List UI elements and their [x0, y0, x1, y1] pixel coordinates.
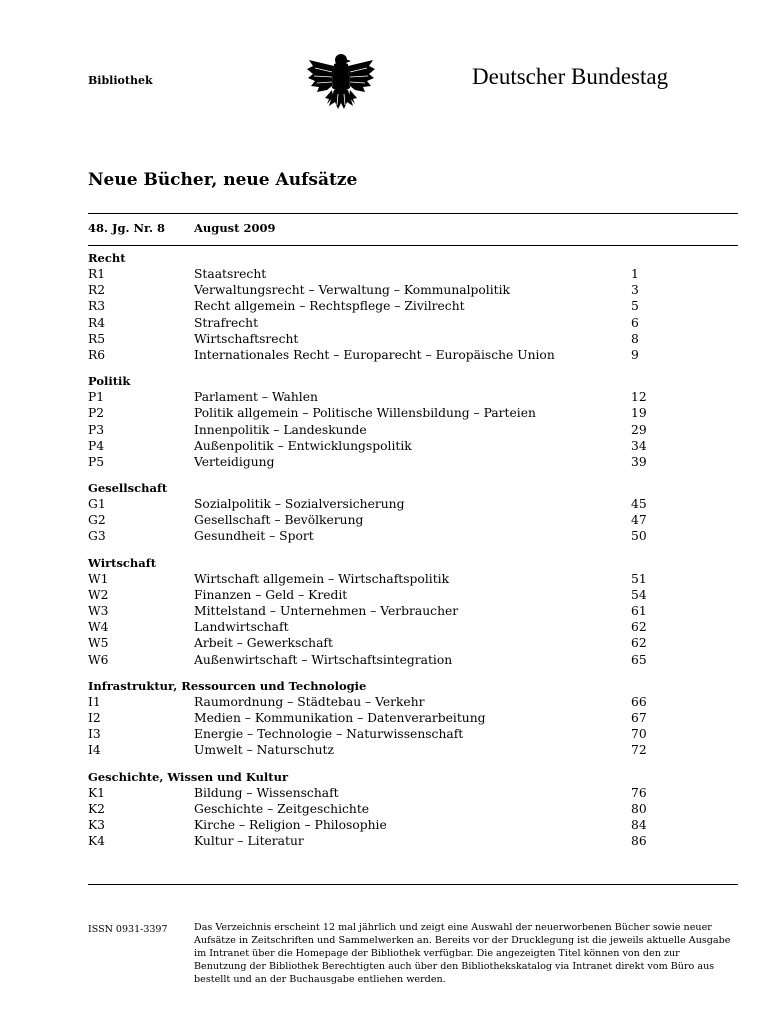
toc-label: Medien – Kommunikation – Datenverarbeitung	[194, 710, 486, 725]
toc-code: G2	[88, 513, 106, 528]
publication-note: Das Verzeichnis erscheint 12 mal jährlich und zeigt eine Auswahl der neuerworbenen Bücher sowie neuer Aufsätze in Zeitschriften und Sammelwerken an. Bereits vor der Drucklegung ist die jeweils aktuelle Ausgabe im Intranet über die Homepage der Bibliothek verfügbar. Die angezeigten Titel können von den zur Benutzung der Bibliothek Berechtigten auch über den Bibliothekskatalog via Intranet direkt vom Büro aus bestellt und an der Buchausgabe entliehen werden.	[194, 922, 731, 985]
section-heading: Gesellschaft	[88, 481, 168, 496]
divider-issue	[88, 245, 738, 246]
toc-row	[88, 528, 738, 544]
toc-label: Bildung – Wissenschaft	[194, 785, 339, 800]
toc-code: K3	[88, 817, 106, 832]
toc-label: Kirche – Religion – Philosophie	[194, 817, 387, 832]
toc-label: Internationales Recht – Europarecht – Europäische Union	[194, 347, 555, 362]
toc-code: R2	[88, 283, 106, 298]
toc-code: P1	[88, 390, 105, 405]
toc-label: Strafrecht	[194, 315, 259, 330]
toc-code: R4	[88, 315, 106, 330]
toc-page: 66	[631, 694, 647, 709]
toc-row	[88, 282, 738, 298]
toc-row	[88, 298, 738, 314]
toc-page: 19	[631, 406, 647, 421]
toc-page: 9	[631, 347, 639, 362]
toc-page: 70	[631, 727, 647, 742]
toc-row	[88, 512, 738, 528]
issue-date: August 2009	[194, 221, 276, 235]
toc-label: Staatsrecht	[194, 267, 267, 281]
toc-label: Landwirtschaft	[194, 620, 289, 635]
toc-row	[88, 635, 738, 651]
toc-label: Gesundheit – Sport	[194, 529, 314, 544]
toc-page: 72	[631, 743, 647, 758]
toc-page: 45	[631, 497, 647, 512]
toc-page: 29	[631, 422, 647, 437]
toc-code: K2	[88, 801, 106, 816]
toc-page: 50	[631, 529, 647, 544]
toc-label: Wirtschaft allgemein – Wirtschaftspolitik	[194, 571, 450, 586]
toc-page: 8	[631, 331, 639, 346]
toc-code: P2	[88, 406, 105, 421]
section-heading: Wirtschaft	[88, 555, 157, 570]
toc-row	[88, 817, 738, 833]
toc-label: Außenpolitik – Entwicklungspolitik	[194, 438, 412, 453]
toc-page: 5	[631, 299, 639, 314]
toc-row	[88, 619, 738, 635]
toc-label: Politik allgemein – Politische Willensbildung – Parteien	[194, 406, 536, 421]
toc-section-geschichte	[88, 769, 738, 850]
toc-row	[88, 833, 738, 849]
institution-name: Deutscher Bundestag	[472, 64, 669, 89]
toc-label: Außenwirtschaft – Wirtschaftsintegration	[194, 652, 453, 667]
issue-volume: 48. Jg. Nr. 8	[88, 221, 166, 235]
toc-label: Energie – Technologie – Naturwissenschaft	[194, 727, 464, 742]
toc-row	[88, 347, 738, 363]
toc-row	[88, 603, 738, 619]
toc-label: Sozialpolitik – Sozialversicherung	[194, 497, 405, 512]
toc-label: Kultur – Literatur	[194, 834, 304, 849]
toc-row	[88, 571, 738, 587]
toc-label: Verwaltungsrecht – Verwaltung – Kommunalpolitik	[194, 283, 510, 298]
toc-code: P3	[88, 422, 105, 437]
toc-page: 65	[631, 652, 647, 667]
toc-label: Gesellschaft – Bevölkerung	[194, 513, 364, 528]
toc-row	[88, 785, 738, 801]
divider-bottom	[88, 884, 738, 885]
toc-code: W4	[88, 620, 109, 635]
page-title: Neue Bücher, neue Aufsätze	[88, 170, 358, 190]
toc-page: 51	[631, 571, 647, 586]
toc-code: I3	[88, 727, 101, 742]
toc-code: G1	[88, 497, 106, 512]
toc-row	[88, 496, 738, 512]
section-heading: Geschichte, Wissen und Kultur	[88, 769, 289, 784]
toc-page: 1	[631, 267, 639, 281]
toc-row	[88, 652, 738, 668]
toc-row	[88, 422, 738, 438]
section-heading: Politik	[88, 374, 131, 389]
toc-code: I4	[88, 743, 101, 758]
toc-label: Parlament – Wahlen	[194, 390, 318, 405]
toc-page: 80	[631, 801, 647, 816]
section-heading: Recht	[88, 251, 126, 265]
toc-code: K4	[88, 834, 106, 849]
toc-code: R3	[88, 299, 106, 314]
toc-page: 67	[631, 710, 647, 725]
toc-page: 3	[631, 283, 639, 298]
toc-code: W5	[88, 636, 109, 651]
toc-code: W6	[88, 652, 109, 667]
toc-code: R5	[88, 331, 106, 346]
toc-page: 47	[631, 513, 647, 528]
toc-section-politik	[88, 373, 738, 470]
toc-code: R6	[88, 347, 106, 362]
toc-row	[88, 266, 738, 282]
issn-number: ISSN 0931-3397	[88, 924, 168, 935]
toc-page: 6	[631, 315, 639, 330]
toc-page: 61	[631, 604, 647, 618]
toc-code: W2	[88, 587, 109, 602]
toc-page: 54	[631, 587, 647, 602]
toc-label: Recht allgemein – Rechtspflege – Zivilrecht	[194, 299, 465, 314]
toc-page: 76	[631, 785, 647, 800]
toc-row	[88, 587, 738, 603]
toc-code: I1	[88, 694, 101, 709]
toc-label: Mittelstand – Unternehmen – Verbraucher	[194, 604, 459, 618]
divider-top	[88, 213, 738, 214]
toc-section-recht	[88, 250, 738, 363]
toc-row	[88, 315, 738, 331]
toc-row	[88, 389, 738, 405]
toc-row	[88, 742, 738, 758]
toc-code: W3	[88, 604, 109, 618]
toc-code: W1	[88, 571, 109, 586]
toc-page: 34	[631, 438, 647, 453]
toc-label: Umwelt – Naturschutz	[194, 743, 334, 758]
toc-page: 62	[631, 620, 647, 635]
toc-label: Innenpolitik – Landeskunde	[194, 422, 367, 437]
toc-label: Verteidigung	[194, 454, 275, 469]
toc-code: K1	[88, 785, 106, 800]
toc-label: Finanzen – Geld – Kredit	[194, 587, 348, 602]
toc-label: Raumordnung – Städtebau – Verkehr	[194, 694, 425, 709]
toc-row	[88, 331, 738, 347]
toc-code: I2	[88, 710, 101, 725]
library-label: Bibliothek	[88, 74, 153, 87]
toc-label: Geschichte – Zeitgeschichte	[194, 801, 370, 816]
toc-row	[88, 405, 738, 421]
toc-section-gesellschaft	[88, 480, 738, 545]
toc-row	[88, 710, 738, 726]
toc-code: R1	[88, 267, 106, 281]
toc-code: G3	[88, 529, 106, 544]
toc-row	[88, 694, 738, 710]
toc-row	[88, 438, 738, 454]
table-of-contents	[88, 250, 738, 859]
toc-row	[88, 801, 738, 817]
toc-page: 84	[631, 817, 647, 832]
toc-page: 39	[631, 454, 647, 469]
toc-row	[88, 454, 738, 470]
toc-label: Wirtschaftsrecht	[194, 331, 299, 346]
toc-code: P4	[88, 438, 105, 453]
toc-section-wirtschaft	[88, 555, 738, 668]
toc-section-infrastruktur	[88, 678, 738, 759]
toc-page: 62	[631, 636, 647, 651]
toc-row	[88, 726, 738, 742]
bundesadler-icon	[305, 50, 377, 112]
toc-page: 12	[631, 390, 647, 405]
toc-code: P5	[88, 454, 105, 469]
toc-page: 86	[631, 834, 647, 849]
toc-label: Arbeit – Gewerkschaft	[194, 636, 333, 651]
section-heading: Infrastruktur, Ressourcen und Technologie	[88, 678, 367, 693]
